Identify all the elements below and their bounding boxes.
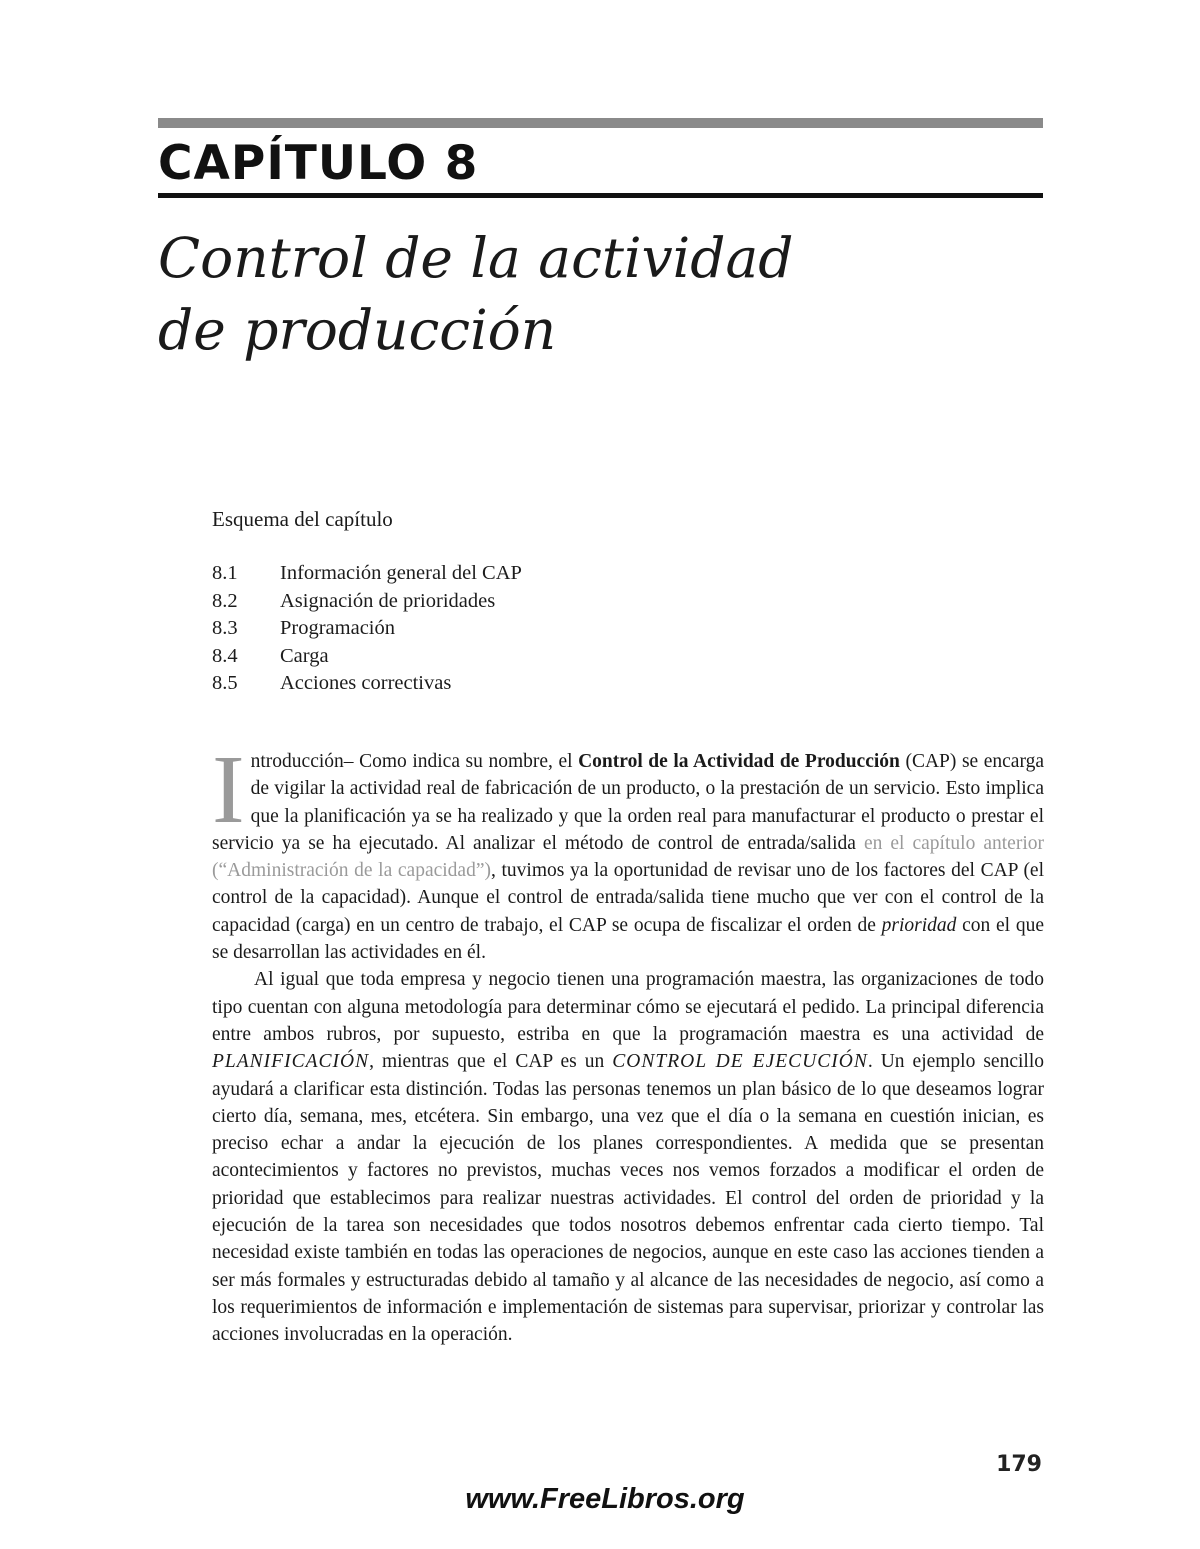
text-run: con el que se desarrollan las actividades en él. (212, 914, 1044, 964)
text-run: Al igual que toda empresa y negocio tienen una programación maestra, las organizaciones de todo tipo cuentan con alguna metodología para determinar cómo se ejecutará el pedido. La principal diferencia entre ambos rubros, por supuesto, estriba en que la programación maestra es una actividad de (212, 969, 1044, 1045)
text-run: , tuvimos ya la oportunidad de revisar uno de los factores del CAP (el control de la capacidad). Aunque el control de entrada/salida tiene mucho que ver con el control de la capacidad (carga) en un centro de trabajo, el CAP se ocupa de fiscalizar el orden de (212, 860, 1045, 936)
chapter-rule (158, 193, 1043, 198)
outline-item-label: Acciones correctivas (280, 672, 452, 694)
outline-list (212, 560, 522, 698)
italic-term: prioridad (881, 914, 957, 936)
top-rule (158, 118, 1043, 128)
outline-item (212, 643, 522, 671)
chapter-label: CAPÍTULO 8 (158, 136, 479, 191)
drop-cap: I (212, 736, 245, 844)
chapter-title (158, 222, 793, 366)
text-run: (CAP) se encarga de vigilar la actividad real de fabricación de un producto, o la prestación de un servicio. Esto implica que la planificación ya se ha realizado y que la orden real para manufacturar el producto o prestar el servicio ya se ha ejecutado. Al analizar el método de control de entrada/salida (212, 751, 1045, 854)
outline-heading: Esquema del capítulo (212, 507, 393, 531)
outline-item-number: 8.3 (212, 617, 238, 639)
outline-item-number: 8.1 (212, 562, 238, 584)
outline-item-number: 8.5 (212, 672, 238, 694)
page-number: 179 (996, 1452, 1042, 1477)
outline-item-label: Información general del CAP (280, 562, 522, 584)
italic-term: CONTROL DE EJECUCIÓN (612, 1051, 868, 1073)
outline-item-number: 8.4 (212, 644, 238, 667)
chapter-title-line-2: de producción (158, 298, 557, 362)
chapter-title-line-1: Control de la actividad (158, 226, 794, 290)
italic-term: PLANIFICACIÓN (212, 1051, 370, 1073)
text-run: , mientras que el CAP es un (369, 1051, 613, 1073)
body-paragraph (212, 966, 1044, 1348)
outline-item-label: Carga (280, 644, 329, 667)
intro-paragraph (212, 736, 1045, 966)
outline-item (212, 615, 522, 643)
outline-item-number: 8.2 (212, 589, 238, 612)
text-run: . Un ejemplo sencillo ayudará a clarificar esta distinción. Todas las personas tenemos un plan básico de lo que deseamos lograr cierto día, semana, mes, etcétera. Sin embargo, una vez que el día o la semana en cuestión inician, es preciso echar a andar la ejecución de los planes correspondientes. A medida que se presentan acontecimientos y factores no previstos, muchas veces nos vemos forzados a modificar el orden de prioridad que establecimos para realizar nuestras actividades. El control del orden de prioridad y la ejecución de la tarea son necesidades que todos nosotros debemos enfrentar cada cierto tiempo. Tal necesidad existe también en todas las operaciones de negocios, aunque en este caso las acciones tienden a ser más formales y estructuradas debido al tamaño y al alcance de las necesidades de negocio, así como a los requerimientos de información e implementación de sistemas para supervisar, priorizar y controlar las acciones involucradas en la operación. (212, 1051, 1045, 1346)
outline-item-label: Asignación de prioridades (280, 589, 496, 612)
bold-term: Control de la Actividad de Producción (578, 751, 900, 772)
text-run: ntroducción– Como indica su nombre, el (250, 751, 579, 772)
outline-item (212, 588, 522, 616)
outline-item (212, 670, 522, 698)
outline-item (212, 560, 522, 588)
outline-item-label: Programación (280, 617, 395, 639)
body-text (212, 736, 1045, 1349)
watermark-url: www.FreeLibros.org (465, 1483, 745, 1515)
cross-reference: en el capítulo anterior (“Administración de la capacidad”) (212, 832, 1044, 882)
